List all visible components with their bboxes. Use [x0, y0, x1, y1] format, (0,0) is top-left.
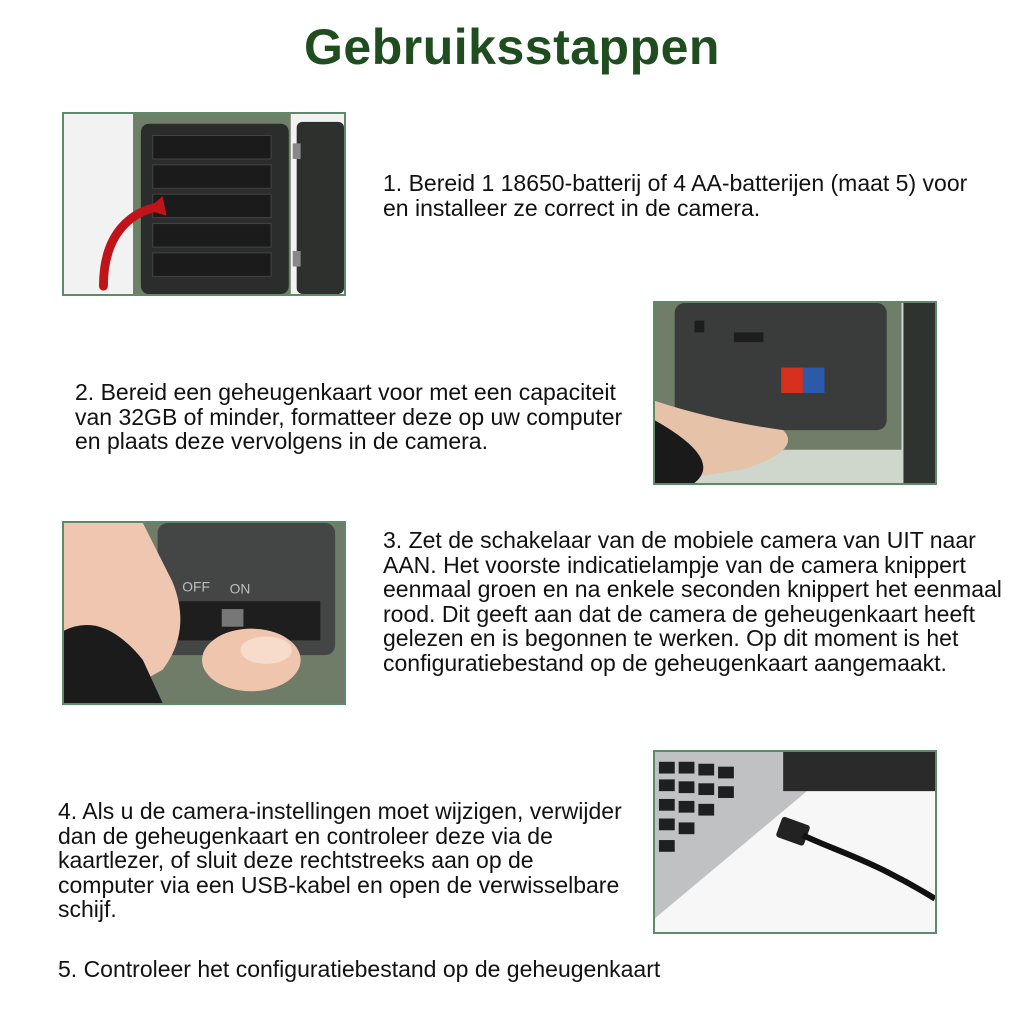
step-5-text: 5. Controleer het configuratiebestand op de geheugenkaart: [58, 956, 661, 982]
step-4-text: 4. Als u de camera-instellingen moet wijzigen, verwijder dan de geheugenkaart en controleer deze via de kaartlezer, of sluit deze rechtstreeks aan op de computer via een USB-kabel en open de verwisselbare schijf.: [58, 798, 622, 922]
battery-compartment-photo: [62, 112, 346, 296]
step-3-text: 3. Zet de schakelaar van de mobiele camera van UIT naar AAN. Het voorste indicatielampje van de camera knippert eenmaal groen en na enkele seconden knippert het eenmaal rood. Dit geeft aan dat de camera de geheugenkaart heeft gelezen en is begonnen te werken. Op dit moment is het configuratiebestand op de geheugenkaart aangemaakt.: [383, 527, 1002, 676]
memory-card-insert-photo: [653, 301, 937, 485]
laptop-usb-photo: [653, 750, 937, 934]
step-1-text: 1. Bereid 1 18650-batterij of 4 AA-batterijen (maat 5) voor en installeer ze correct in de camera.: [383, 170, 968, 221]
switch-on-label: ON: [229, 581, 251, 597]
step-2-text: 2. Bereid een geheugenkaart voor met een capaciteit van 32GB of minder, formatteer deze op uw computer en plaats deze vervolgens in de camera.: [75, 379, 623, 454]
switch-off-label: OFF: [182, 579, 210, 595]
page-title: Gebruiksstappen: [304, 19, 720, 75]
power-switch-photo: [62, 521, 346, 705]
